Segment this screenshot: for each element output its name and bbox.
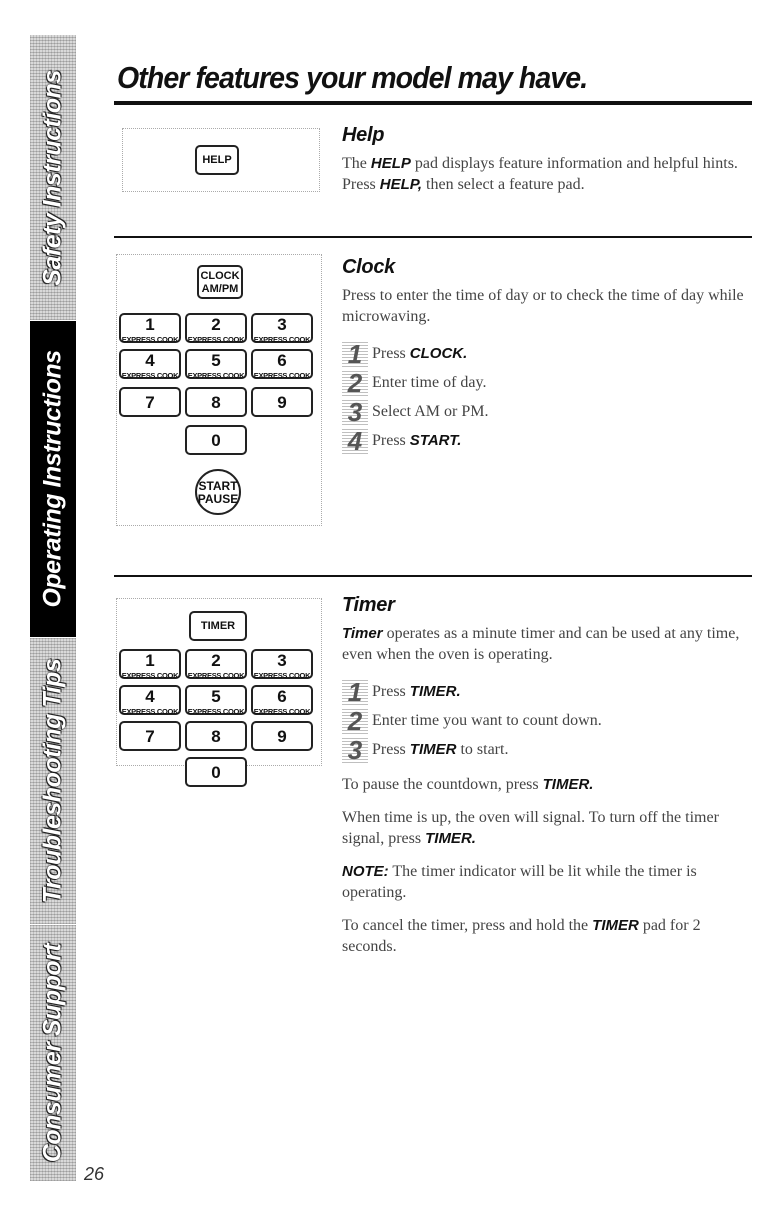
key-7: 7 — [119, 387, 181, 417]
key-4: 4 EXPRESS COOK — [119, 349, 181, 379]
clock-step-2: 2 Enter time of day. — [342, 368, 752, 397]
key-2: 2 EXPRESS COOK — [185, 313, 247, 343]
help-text: The HELP pad displays feature information and helpful hints. Press HELP, then select a feature pad. — [342, 155, 738, 193]
clock-intro: Press to enter the time of day or to check the time of day while microwaving. — [342, 287, 744, 325]
clock-section — [342, 256, 752, 455]
key-0: 0 — [185, 757, 247, 787]
key-8: 8 — [185, 387, 247, 417]
key-0: 0 — [185, 425, 247, 455]
section-divider — [114, 575, 752, 577]
step-number: 1 — [342, 341, 368, 367]
clock-pad-illustration — [116, 254, 322, 526]
key-6: 6 EXPRESS COOK — [251, 685, 313, 715]
page-number: 26 — [84, 1164, 105, 1184]
tab-operating-instructions[interactable] — [30, 320, 76, 637]
clock-heading: Clock — [342, 256, 395, 278]
key-9: 9 — [251, 387, 313, 417]
tab-consumer-support[interactable] — [30, 924, 76, 1181]
section-divider — [114, 236, 752, 238]
timer-signal-text: When time is up, the oven will signal. To turn off the timer signal, press TIMER. — [342, 809, 719, 847]
clock-step-3: 3 Select AM or PM. — [342, 397, 752, 426]
help-section — [342, 124, 752, 207]
key-9: 9 — [251, 721, 313, 751]
timer-step-2: 2 Enter time you want to count down. — [342, 706, 752, 735]
help-heading: Help — [342, 124, 385, 146]
key-2: 2 EXPRESS COOK — [185, 649, 247, 679]
timer-step-3: 3 Press TIMER to start. — [342, 735, 752, 764]
timer-section — [342, 594, 752, 969]
step-number: 3 — [342, 399, 368, 425]
title-rule — [114, 101, 752, 105]
timer-key: TIMER — [189, 611, 247, 641]
key-7: 7 — [119, 721, 181, 751]
key-6: 6 EXPRESS COOK — [251, 349, 313, 379]
step-number: 2 — [342, 708, 368, 734]
timer-pad-illustration — [116, 598, 322, 782]
timer-intro: Timer operates as a minute timer and can be used at any time, even when the oven is operating. — [342, 625, 740, 663]
tab-label: Operating Instructions — [38, 350, 67, 608]
key-4: 4 EXPRESS COOK — [119, 685, 181, 715]
key-1: 1 EXPRESS COOK — [119, 313, 181, 343]
timer-pause-text: To pause the countdown, press TIMER. — [342, 776, 594, 793]
timer-step-1: 1 Press TIMER. — [342, 677, 752, 706]
side-tabs — [30, 34, 76, 1180]
key-1: 1 EXPRESS COOK — [119, 649, 181, 679]
key-5: 5 EXPRESS COOK — [185, 349, 247, 379]
page-title: Other features your model may have. — [117, 60, 588, 95]
step-number: 2 — [342, 370, 368, 396]
tab-label: Troubleshooting Tips — [38, 658, 67, 904]
start-pause-key: START PAUSE — [195, 469, 241, 515]
step-number: 1 — [342, 679, 368, 705]
clock-step-1: 1 Press CLOCK. — [342, 339, 752, 368]
key-3: 3 EXPRESS COOK — [251, 313, 313, 343]
timer-note: NOTE: The timer indicator will be lit while the timer is operating. — [342, 863, 697, 901]
help-pad-illustration — [122, 128, 320, 192]
clock-key: CLOCK AM/PM — [197, 265, 243, 299]
key-3: 3 EXPRESS COOK — [251, 649, 313, 679]
step-number: 4 — [342, 428, 368, 454]
key-5: 5 EXPRESS COOK — [185, 685, 247, 715]
step-number: 3 — [342, 737, 368, 763]
tab-troubleshooting-tips[interactable] — [30, 637, 76, 924]
tab-safety-instructions[interactable] — [30, 34, 76, 320]
tab-label: Consumer Support — [38, 943, 67, 1163]
timer-heading: Timer — [342, 594, 395, 616]
help-key: HELP — [195, 145, 239, 175]
clock-step-4: 4 Press START. — [342, 426, 752, 455]
timer-cancel-text: To cancel the timer, press and hold the TIMER pad for 2 seconds. — [342, 917, 701, 955]
key-8: 8 — [185, 721, 247, 751]
tab-label: Safety Instructions — [38, 69, 67, 286]
